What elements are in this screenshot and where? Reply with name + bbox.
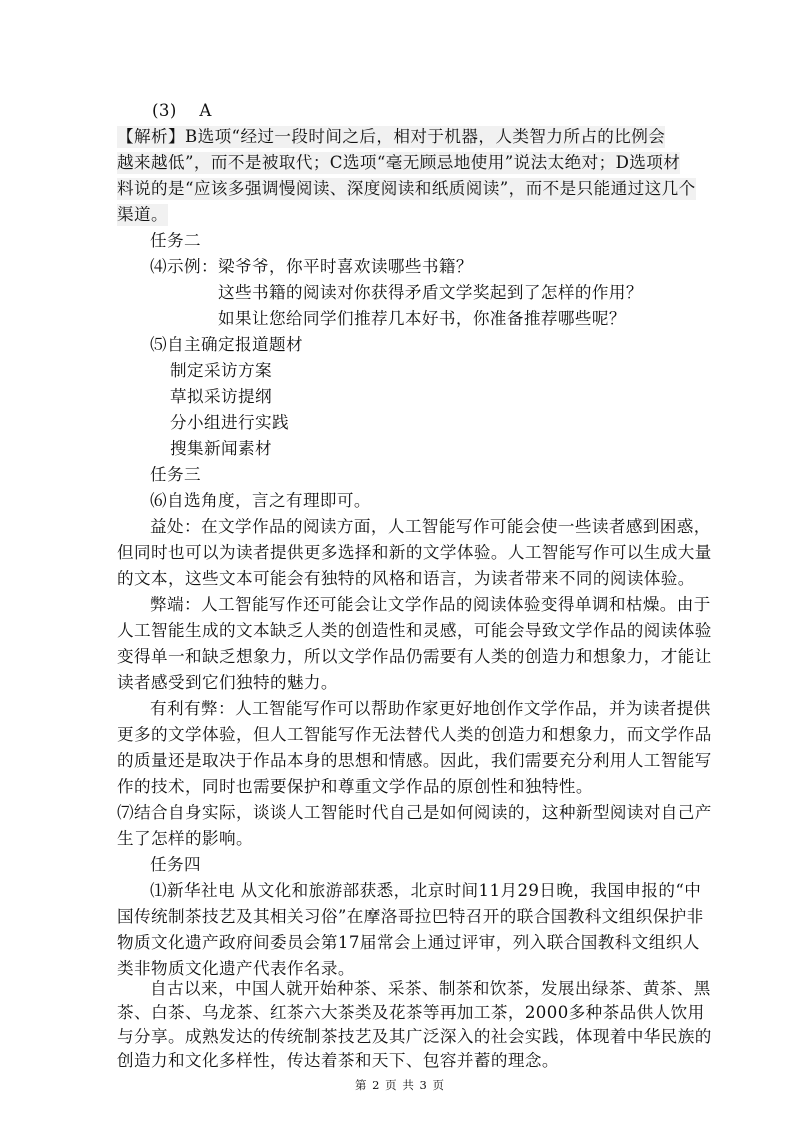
news-line-3: 物质文化遗产政府间委员会第17届常会上通过评审，列入联合国教科文组织人 [117,933,700,952]
task-4-heading: 任务四 [150,855,201,874]
news-line-2: 国传统制茶技艺及其相关习俗”在摩洛哥拉巴特召开的联合国教科文组织保护非 [117,907,704,926]
pros-cons-line-2: 更多的文学体验，但人工智能写作无法替代人类的创造力和想象力，而文学作品 [117,725,712,744]
pros-cons-line-1: 有利有弊：人工智能写作可以帮助作家更好地创作文学作品，并为读者提供 [150,699,711,718]
tea-line-4: 创造力和文化多样性，传达着茶和天下、包容并蓄的理念。 [117,1051,559,1070]
benefit-line-1: 益处：在文学作品的阅读方面，人工智能写作可能会使一些读者感到困惑， [150,517,711,536]
q7-line-1: ⑺结合自身实际，谈谈人工智能时代自己是如何阅读的，这种新型阅读对自己产 [117,803,712,822]
q5-step-2: 制定采访方案 [170,361,272,380]
pros-cons-line-4: 作的技术，同时也需要保护和尊重文学作品的原创性和独特性。 [117,777,593,796]
analysis-line-3: 料说的是“应该多强调慢阅读、深度阅读和纸质阅读”，而不是只能通过这几个 [117,179,696,198]
q5-step-3: 草拟采访提纲 [170,387,272,406]
news-line-1: ⑴新华社电 从文化和旅游部获悉，北京时间11月29日晚，我国申报的“中 [150,881,702,900]
q5-step-4: 分小组进行实践 [170,413,289,432]
benefit-line-2: 但同时也可以为读者提供更多选择和新的文学体验。人工智能写作可以生成大量 [117,543,712,562]
q5-step-1: ⑸自主确定报道题材 [150,335,303,354]
analysis-line-2: 越来越低”，而不是被取代；C选项“毫无顾忌地使用”说法太绝对；D选项材 [117,153,681,172]
q5-step-5: 搜集新闻素材 [170,439,272,458]
tea-line-3: 与分享。成熟发达的传统制茶技艺及其广泛深入的社会实践，体现着中华民族的 [117,1027,712,1046]
drawback-line-1: 弊端：人工智能写作还可能会让文学作品的阅读体验变得单调和枯燥。由于 [150,595,711,614]
analysis-line-1: 【解析】B选项“经过一段时间之后，相对于机器，人类智力所占的比例会 [117,127,666,146]
page-footer: 第 2 页 共 3 页 [355,1078,445,1092]
q4-example: ⑷示例：梁爷爷，你平时喜欢读哪些书籍？ [150,257,473,276]
answer-3: (3) A [152,101,212,120]
task-3-heading: 任务三 [150,465,201,484]
q4-question-3: 如果让您给同学们推荐几本好书，你准备推荐哪些呢？ [218,309,626,328]
q7-line-2: 生了怎样的影响。 [117,829,253,848]
q6-intro: ⑹自选角度，言之有理即可。 [150,491,371,510]
news-line-4: 类非物质文化遗产代表作名录。 [117,959,355,978]
analysis-line-4: 渠道。 [117,205,168,224]
tea-line-2: 茶、白茶、乌龙茶、红茶六大茶类及花茶等再加工茶，2000多种茶品供人饮用 [117,1003,705,1022]
tea-line-1: 自古以来，中国人就开始种茶、采茶、制茶和饮茶，发展出绿茶、黄茶、黑 [150,979,711,998]
q4-question-2: 这些书籍的阅读对你获得矛盾文学奖起到了怎样的作用？ [218,283,643,302]
drawback-line-4: 读者感受到它们独特的魅力。 [117,673,338,692]
pros-cons-line-3: 的质量还是取决于作品本身的思想和情感。因此，我们需要充分利用人工智能写 [117,751,712,770]
benefit-line-3: 的文本，这些文本可能会有独特的风格和语言，为读者带来不同的阅读体验。 [117,569,695,588]
task-2-heading: 任务二 [150,231,201,250]
drawback-line-2: 人工智能生成的文本缺乏人类的创造性和灵感，可能会导致文学作品的阅读体验 [117,621,712,640]
drawback-line-3: 变得单一和缺乏想象力，所以文学作品仍需要有人类的创造力和想象力，才能让 [117,647,712,666]
